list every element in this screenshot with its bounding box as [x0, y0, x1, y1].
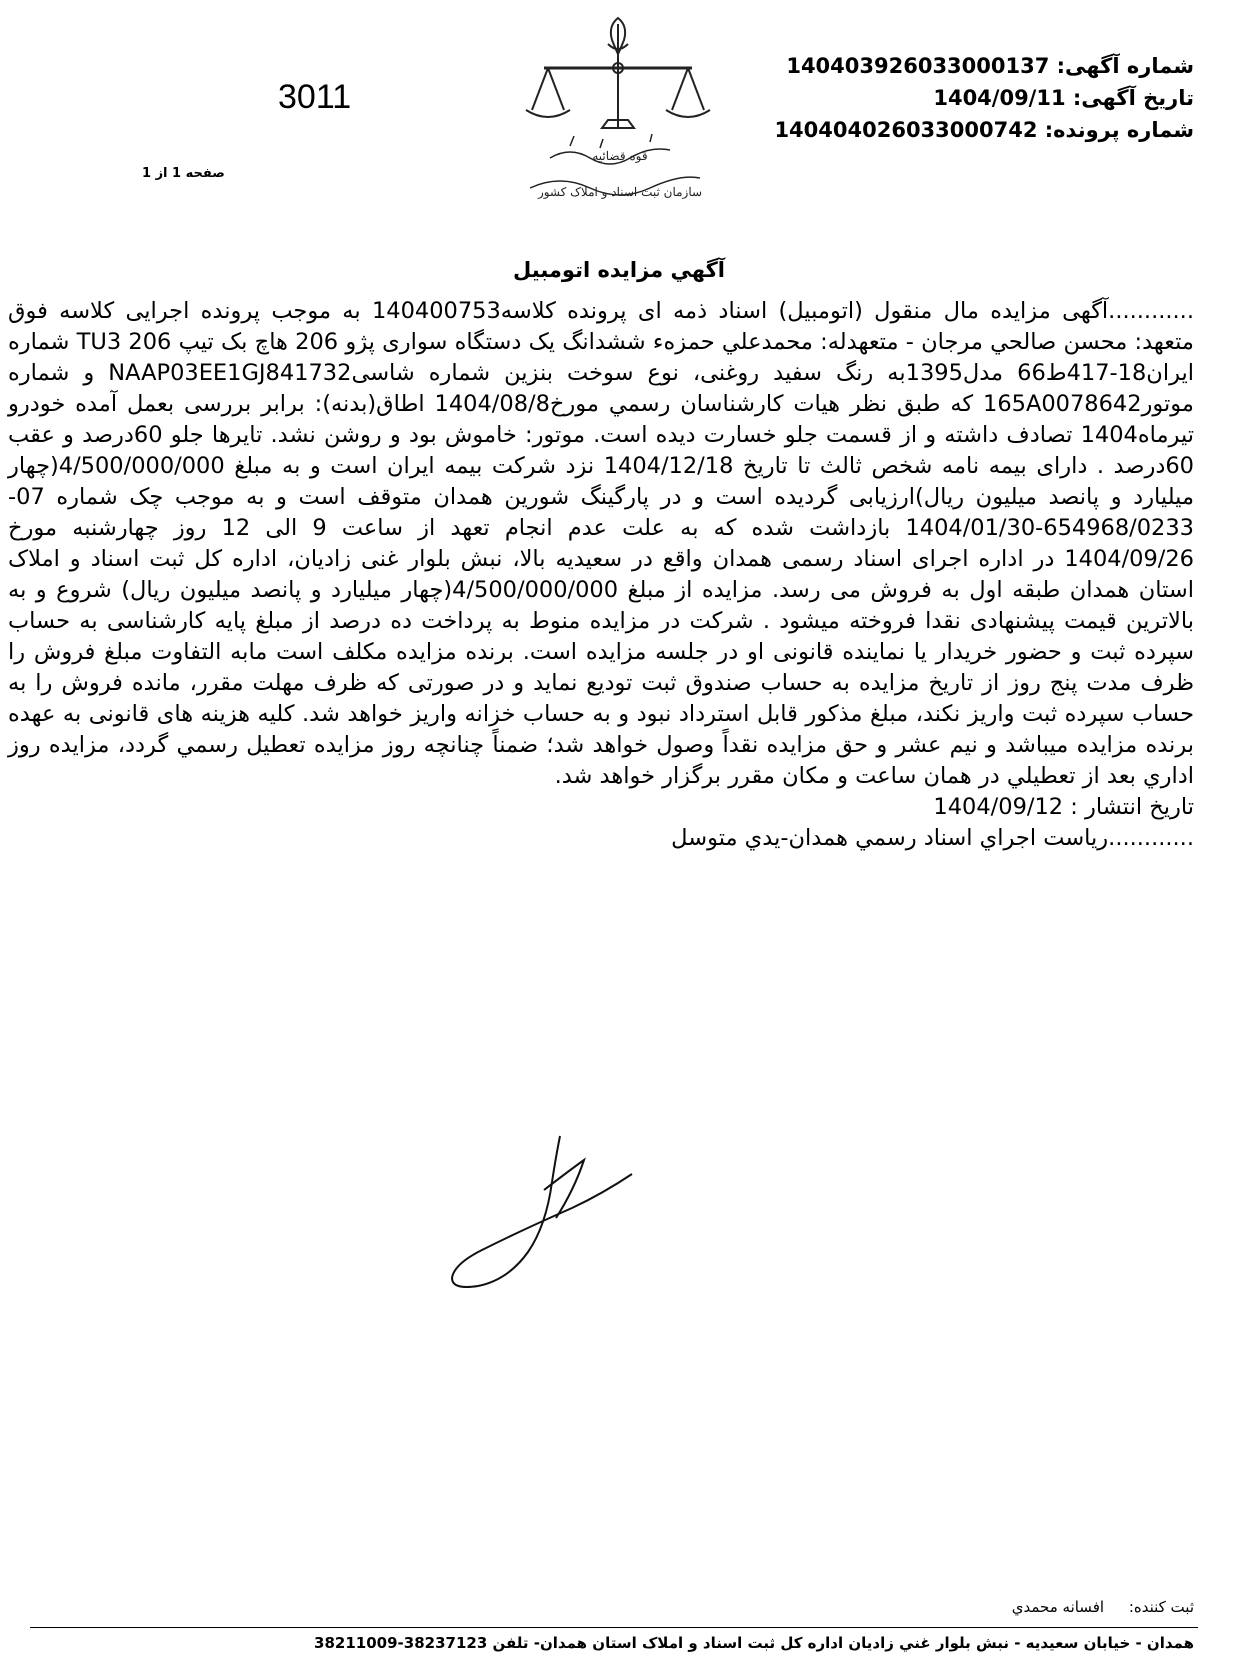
notice-number-row: [774, 50, 1194, 82]
file-number: 140404026033000742: [774, 118, 1038, 142]
file-number-label: شماره پرونده:: [1044, 118, 1194, 142]
emblem-caption-1: قوه قضائیه: [592, 149, 648, 163]
registrar-name: افسانه محمدي: [1011, 1598, 1105, 1616]
signature-icon: [440, 1130, 660, 1295]
issuer-line: ............رياست اجراي اسناد رسمي همدان-يدي متوسل: [671, 825, 1194, 851]
publish-date-label: تاريخ انتشار :: [1070, 794, 1194, 820]
emblem-caption-2: سازمان ثبت اسناد و املاک کشور: [537, 185, 703, 199]
notice-meta: [774, 50, 1194, 146]
auction-notice-body: [8, 296, 1194, 854]
file-number-row: [774, 114, 1194, 146]
notice-number: 140403926033000137: [786, 54, 1050, 78]
page-info: صفحه 1 از 1: [142, 166, 225, 181]
publish-date: 1404/09/12: [933, 794, 1064, 820]
page-title: آگهي مزايده اتومبيل: [513, 258, 725, 282]
notice-date-label: تاریخ آگهی:: [1072, 86, 1194, 110]
notice-number-label: شماره آگهی:: [1056, 54, 1194, 78]
notice-date: 1404/09/11: [933, 86, 1066, 110]
registrar: [1012, 1598, 1194, 1616]
notice-date-row: [774, 82, 1194, 114]
publish-date-line: [8, 792, 1194, 823]
registrar-label: ثبت کننده:: [1128, 1598, 1194, 1616]
judiciary-emblem-icon: [510, 10, 730, 210]
footer-address: همدان - خيابان سعيديه - نبش بلوار غني زاديان اداره کل ثبت اسناد و املاک استان همدان- تلفن 38237123-38211009: [314, 1634, 1194, 1652]
notice-paragraph: ............آگهی مزایده مال منقول (اتومبیل) اسناد ذمه ای پرونده کلاسه140400753 به موجب پرونده اجرایی کلاسه فوق متعهد: محسن صالحي مرجان - متعهدله: محمدعلي حمزهء ششدانگ یک دستگاه سواری پژو 206 هاچ بک تیپ TU3 206 شماره ایران18-417ط66 مدل1395به رنگ سفید روغنی، نوع سوخت بنزین شماره شاسیNAAP03EE1GJ841732 و شماره موتور165A0078642 که طبق نظر هيات كارشناسان رسمي مورخ1404/08/8 اطاق(بدنه): برابر بررسی بعمل آمده خودرو تیرماه1404 تصادف داشته و از قسمت جلو خسارت دیده است. موتور: خاموش بود و روشن نشد. تایرها جلو 60درصد و عقب 60درصد . دارای بیمه نامه شخص ثالث تا تاریخ 1404/12/18 نزد شرکت بیمه ایران است و به مبلغ 4/500/000/000(چهار میلیارد و پانصد میلیون ریال)ارزیابی گردیده است و در پارگینگ شورین همدان متوقف است و به موجب چک شماره 07-654968/0233-1404/01/30 بازداشت شده که به علت عدم انجام تعهد از ساعت 9 الی 12 روز چهارشنبه مورخ 1404/09/26 در اداره اجرای اسناد رسمی همدان واقع در سعیدیه بالا، نبش بلوار غنی زادیان، اداره کل ثبت اسناد و املاک استان همدان طبقه اول به فروش می رسد. مزایده از مبلغ 4/500/000/000(چهار میلیارد و پانصد میلیون ریال) شروع و به بالاترین قیمت پیشنهادی نقدا فروخته میشود . شرکت در مزایده منوط به پرداخت ده درصد از مبلغ پایه کارشناسی به حساب سپرده ثبت و حضور خریدار یا نماینده قانونی او در جلسه مزایده است. برنده مزایده مکلف است مابه التفاوت مبلغ فروش را ظرف مدت پنج روز از تاریخ مزایده به حساب صندوق ثبت تودیع نماید و در صورتی که ظرف مهلت مقرر، مانده فروش را به حساب سپرده ثبت واریز نکند، مبلغ مذکور قابل استرداد نبود و به حساب خزانه واریز خواهد شد. کلیه هزینه های قانونی به عهده برنده مزایده میباشد و نیم عشر و حق مزایده نقداً وصول خواهد شد؛ ضمناً چنانچه روز مزایده تعطیل رسمي گردد، مزایده روز اداري بعد از تعطيلي در همان ساعت و مکان مقرر برگزار خواهد شد.: [8, 298, 1194, 789]
document-number: 3011: [278, 78, 352, 116]
footer-divider: [30, 1627, 1198, 1628]
